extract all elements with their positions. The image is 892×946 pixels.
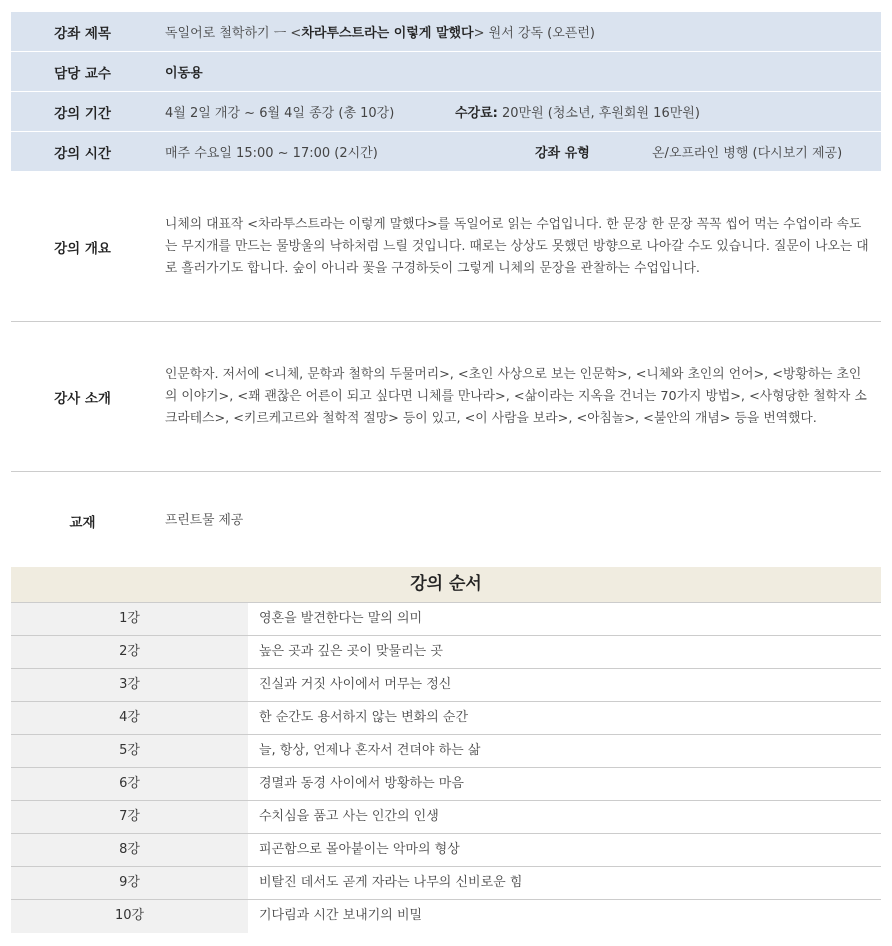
fee-value: 20만원 (청소년, 후원회원 16만원) [497, 106, 700, 121]
professor-name: 이동용 [165, 66, 203, 81]
course-title-value [154, 22, 881, 41]
overview-label: 강의 개요 [54, 240, 111, 257]
lecture-title: 영혼을 발견한다는 말의 의미 [259, 611, 423, 626]
period-text: 4월 2일 개강 ~ 6월 4일 종강 (총 10강) [165, 106, 395, 121]
textbook-row [11, 472, 881, 569]
lecture-number: 10강 [11, 900, 248, 933]
schedule-table [11, 567, 881, 933]
professor-label: 담당 교수 [54, 65, 111, 82]
schedule-row [11, 702, 881, 735]
lecture-title: 경멸과 동경 사이에서 방황하는 마음 [259, 776, 464, 791]
textbook-label: 교재 [69, 514, 96, 531]
lecture-title: 수치심을 품고 사는 인간의 인생 [259, 809, 439, 824]
time-text: 매주 수요일 15:00 ~ 17:00 (2시간) [165, 146, 378, 161]
type-label: 강좌 유형 [535, 146, 590, 161]
lecture-number: 4강 [11, 702, 248, 734]
lecture-number: 9강 [11, 867, 248, 899]
schedule-row [11, 669, 881, 702]
lecture-number: 7강 [11, 801, 248, 833]
course-title-suffix: > 원서 강독 (오픈런) [473, 26, 595, 41]
period-row [11, 92, 881, 132]
course-title-bold: 차라투스트라는 이렇게 말했다 [301, 26, 474, 41]
lecture-number: 3강 [11, 669, 248, 701]
schedule-row [11, 636, 881, 669]
professor-value [154, 62, 881, 81]
schedule-row [11, 768, 881, 801]
schedule-row [11, 801, 881, 834]
lecture-number: 1강 [11, 603, 248, 635]
time-label: 강의 시간 [54, 145, 111, 162]
course-title-prefix: 독일어로 철학하기 ㅡ < [165, 26, 302, 41]
lecture-number: 5강 [11, 735, 248, 767]
lecture-title: 높은 곳과 깊은 곳이 맞물리는 곳 [259, 644, 443, 659]
lecture-title: 비탈진 데서도 곧게 자라는 나무의 신비로운 힘 [259, 875, 523, 890]
course-info-table [11, 12, 881, 569]
textbook-text: 프린트물 제공 [165, 512, 244, 528]
instructor-label: 강사 소개 [54, 390, 111, 407]
lecture-number: 8강 [11, 834, 248, 866]
lecture-title: 기다림과 시간 보내기의 비밀 [259, 908, 423, 923]
instructor-row [11, 322, 881, 472]
schedule-heading: 강의 순서 [11, 567, 881, 603]
instructor-text: 인문학자. 저서에 <니체, 문학과 철학의 두물머리>, <초인 사상으로 보는 인문학>, <니체와 초인의 언어>, <방황하는 초인의 이야기>, <꽤 괜찮은 어른이 되고 싶다면 니체를 만나라>, <삶이라는 지옥을 건너는 70가지 방법>, <사형당한 철학자 소크라테스>, <키르케고르와 철학적 절망> 등이 있고, <이 사람을 보라>, <아침놀>, <불안의 개념> 등을 번역했다. [165, 366, 867, 426]
schedule-row [11, 735, 881, 768]
schedule-row [11, 603, 881, 636]
time-value [154, 142, 881, 161]
fee-label: 수강료: [455, 106, 498, 121]
overview-row [11, 172, 881, 322]
period-label: 강의 기간 [54, 105, 111, 122]
overview-text: 니체의 대표작 <차라투스트라는 이렇게 말했다>를 독일어로 읽는 수업입니다. 한 문장 한 문장 꼭꼭 씹어 먹는 수업이라 속도는 무지개를 만드는 물방울의 낙하처럼 느릴 것입니다. 때로는 상상도 못했던 방향으로 나아갈 수도 있습니다. 질문이 나오는 대로 흘러가기도 합니다. 숲이 아니라 꽃을 구경하듯이 그렇게 니체의 문장을 관찰하는 수업입니다. [165, 216, 869, 276]
time-row [11, 132, 881, 172]
schedule-row [11, 867, 881, 900]
lecture-title: 진실과 거짓 사이에서 머무는 정신 [259, 677, 452, 692]
period-value [154, 102, 881, 121]
schedule-row [11, 900, 881, 933]
type-value: 온/오프라인 병행 (다시보기 제공) [652, 146, 843, 161]
lecture-number: 6강 [11, 768, 248, 800]
schedule-row [11, 834, 881, 867]
professor-row [11, 52, 881, 92]
lecture-number: 2강 [11, 636, 248, 668]
course-title-label: 강좌 제목 [54, 25, 111, 42]
lecture-title: 피곤함으로 몰아붙이는 악마의 형상 [259, 842, 460, 857]
lecture-title: 한 순간도 용서하지 않는 변화의 순간 [259, 710, 469, 725]
lecture-title: 늘, 항상, 언제나 혼자서 견뎌야 하는 삶 [259, 743, 481, 758]
course-title-row [11, 12, 881, 52]
